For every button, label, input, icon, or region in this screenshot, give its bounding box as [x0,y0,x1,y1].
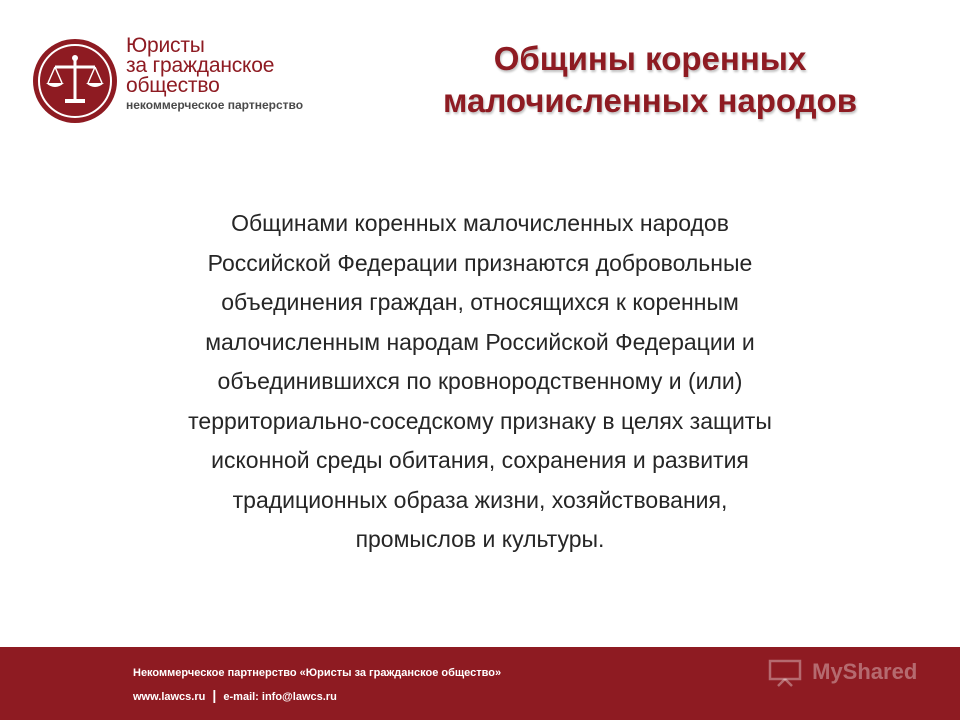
logo-line-1: Юристы [126,34,205,57]
body-line: исконной среды обитания, сохранения и развития [211,447,749,473]
body-line: территориально-соседскому признаку в целях защиты [188,407,772,434]
body-line: традиционных образа жизни, хозяйствования, [232,486,728,513]
presentation-icon [768,659,802,687]
body-line: объединения граждан, относящихся к коренным [221,289,739,315]
body-line: Общинами коренных малочисленных народов [231,210,729,236]
logo-line-3: общество [126,74,220,97]
slide-body-text [130,204,830,560]
footer-contacts [133,687,337,703]
logo-line-2: за гражданское [126,54,275,77]
logo-wordmark [126,36,303,112]
slide-title-line-1: Общины коренных [493,40,807,77]
footer-organization: Некоммерческое партнерство «Юристы за гражданское общество» [133,667,502,679]
footer-website-link[interactable]: www.lawcs.ru [133,691,206,703]
body-line: малочисленным народам Российской Федерации и [205,328,755,355]
logo-subtitle: некоммерческое партнерство [126,98,304,112]
scales-icon [33,39,117,123]
slide-title [400,38,900,122]
footer-separator: | [212,687,217,703]
body-line: объединившихся по кровнородственному и (или) [217,368,743,394]
logo-emblem [33,39,117,123]
body-line: промыслов и культуры. [355,526,605,552]
watermark-text: MyShared [812,659,918,684]
body-line: Российской Федерации признаются добровольные [207,249,753,276]
footer-bar [0,647,960,720]
watermark [768,659,917,687]
footer-email-link[interactable]: e-mail: info@lawcs.ru [223,691,337,703]
slide-title-line-2: малочисленных народов [443,82,857,119]
